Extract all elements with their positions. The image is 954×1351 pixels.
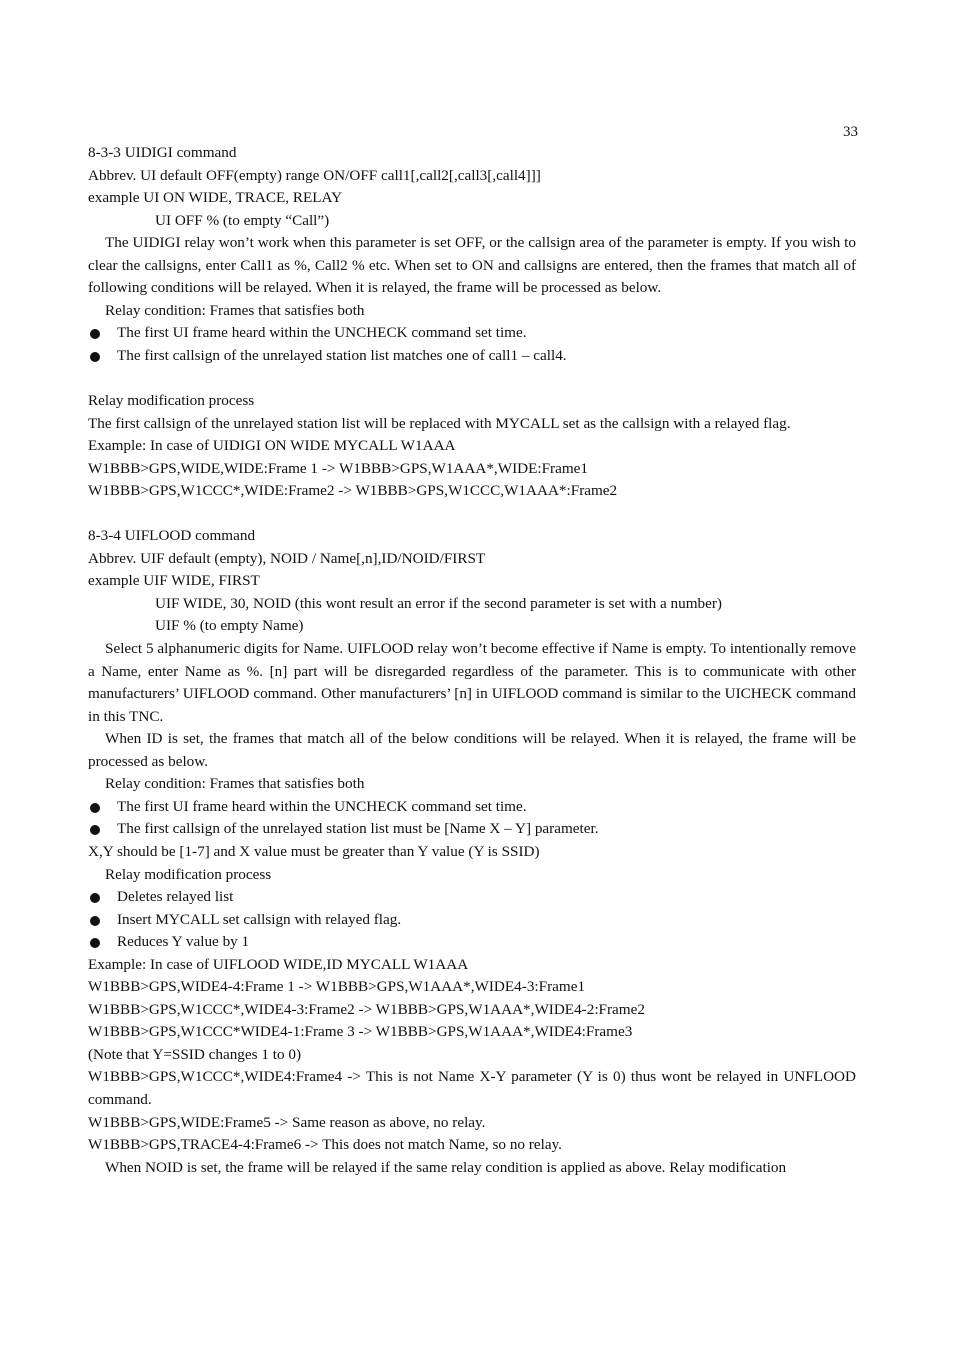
uiflood-frame6-line: W1BBB>GPS,TRACE4-4:Frame6 -> This does not match Name, so no relay. (88, 1136, 562, 1154)
bullet-item (88, 796, 856, 819)
bullet-icon (90, 329, 100, 339)
uiflood-example-title: Example: In case of UIFLOOD WIDE,ID MYCALL W1AAA (88, 955, 469, 973)
uidigi-example-frame: W1BBB>GPS,WIDE,WIDE:Frame 1 -> W1BBB>GPS,W1AAA*,WIDE:Frame1 (88, 459, 588, 477)
uidigi-modification-paragraph: The first callsign of the unrelayed station list will be replaced with MYCALL set as the callsign with a relayed flag. (88, 414, 791, 432)
bullet-item (88, 345, 856, 368)
bullet-text: The first callsign of the unrelayed station list matches one of call1 – call4. (117, 346, 567, 364)
uiflood-frame4-paragraph: W1BBB>GPS,W1CCC*,WIDE4:Frame4 -> This is not Name X-Y parameter (Y is 0) thus wont be relayed in UNFLOOD command. (88, 1068, 856, 1108)
blank-line (88, 367, 856, 390)
bullet-icon (90, 803, 100, 813)
uidigi-modification-heading: Relay modification process (88, 392, 255, 410)
uiflood-relay-condition: Relay condition: Frames that satisfies both (105, 775, 365, 793)
uidigi-relay-condition: Relay condition: Frames that satisfies both (105, 301, 365, 319)
bullet-text: The first callsign of the unrelayed station list must be [Name X – Y] parameter. (117, 820, 599, 838)
uidigi-abbrev-line: Abbrev. UI default OFF(empty) range ON/OFF call1[,call2[,call3[,call4]]] (88, 166, 541, 184)
uiflood-ssid-note: (Note that Y=SSID changes 1 to 0) (88, 1045, 301, 1063)
uiflood-abbrev-line: Abbrev. UIF default (empty), NOID / Name[,n],ID/NOID/FIRST (88, 549, 486, 567)
uiflood-noid-paragraph: When NOID is set, the frame will be relayed if the same relay condition is applied as above. Relay modification (105, 1158, 787, 1176)
uiflood-example-frame: W1BBB>GPS,W1CCC*WIDE4-1:Frame 3 -> W1BBB>GPS,W1AAA*,WIDE4:Frame3 (88, 1023, 633, 1041)
uiflood-frame5-line: W1BBB>GPS,WIDE:Frame5 -> Same reason as above, no relay. (88, 1113, 486, 1131)
uidigi-example-title: Example: In case of UIDIGI ON WIDE MYCALL W1AAA (88, 437, 456, 455)
bullet-icon (90, 938, 100, 948)
bullet-item (88, 909, 856, 932)
bullet-item (88, 322, 856, 345)
bullet-icon (90, 916, 100, 926)
uiflood-xy-note: X,Y should be [1-7] and X value must be greater than Y value (Y is SSID) (88, 842, 540, 860)
uiflood-example-line: UIF WIDE, 30, NOID (this wont result an error if the second parameter is set with a number) (155, 594, 722, 612)
bullet-text: The first UI frame heard within the UNCHECK command set time. (117, 797, 527, 815)
bullet-text: Reduces Y value by 1 (117, 933, 250, 951)
uidigi-example-frame: W1BBB>GPS,W1CCC*,WIDE:Frame2 -> W1BBB>GPS,W1CCC,W1AAA*:Frame2 (88, 482, 618, 500)
page-number: 33 (843, 124, 858, 140)
bullet-text: The first UI frame heard within the UNCHECK command set time. (117, 324, 527, 342)
bullet-item (88, 886, 856, 909)
bullet-icon (90, 825, 100, 835)
bullet-item (88, 818, 856, 841)
uidigi-description-paragraph: The UIDIGI relay won’t work when this parameter is set OFF, or the callsign area of the parameter is empty. If you wish to clear the callsigns, enter Call1 as %, Call2 % etc. When set to ON and callsigns are entered, then the frames that match all of following conditions will be relayed. When it is relayed, the frame will be processed as below. (88, 234, 856, 297)
bullet-icon (90, 352, 100, 362)
uidigi-example-line: example UI ON WIDE, TRACE, RELAY (88, 189, 343, 207)
section-heading-uiflood: 8-3-4 UIFLOOD command (88, 527, 256, 545)
blank-line (88, 503, 856, 526)
bullet-item (88, 931, 856, 954)
uiflood-example-frame: W1BBB>GPS,WIDE4-4:Frame 1 -> W1BBB>GPS,W1AAA*,WIDE4-3:Frame1 (88, 978, 586, 996)
section-heading-uidigi: 8-3-3 UIDIGI command (88, 144, 237, 161)
uiflood-modification-heading: Relay modification process (105, 865, 272, 883)
bullet-text: Deletes relayed list (117, 888, 234, 906)
bullet-text: Insert MYCALL set callsign with relayed flag. (117, 910, 402, 928)
uiflood-example-line: example UIF WIDE, FIRST (88, 572, 260, 590)
document-body (88, 142, 856, 1179)
bullet-icon (90, 893, 100, 903)
uiflood-example-line: UIF % (to empty Name) (155, 617, 304, 635)
uiflood-example-frame: W1BBB>GPS,W1CCC*,WIDE4-3:Frame2 -> W1BBB>GPS,W1AAA*,WIDE4-2:Frame2 (88, 1000, 645, 1018)
uiflood-name-paragraph: Select 5 alphanumeric digits for Name. UIFLOOD relay won’t become effective if Name is empty. To intentionally remove a Name, enter Name as %. [n] part will be disregarded regardless of the parameter. This is to communicate with other manufacturers’ UIFLOOD command. Other manufacturers’ [n] in UIFLOOD command is similar to the UICHECK command in this TNC. (88, 640, 856, 725)
uiflood-id-paragraph: When ID is set, the frames that match all of the below conditions will be relayed. When it is relayed, the frame will be processed as below. (88, 730, 856, 770)
uidigi-example-line: UI OFF % (to empty “Call”) (155, 211, 330, 229)
